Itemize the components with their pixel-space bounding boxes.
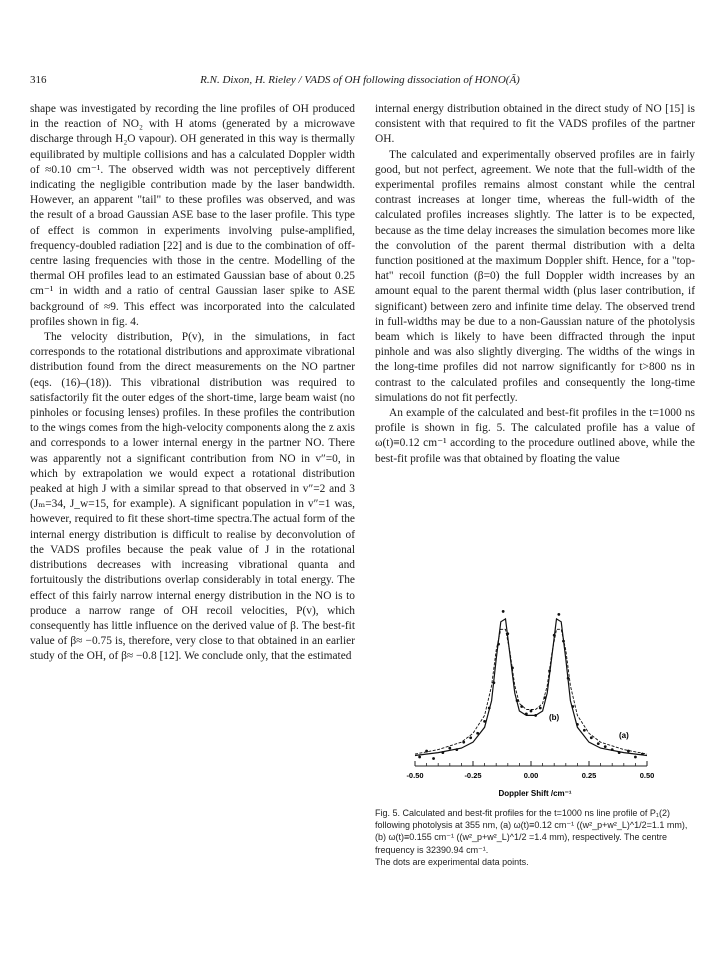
data-point — [544, 696, 547, 699]
data-point — [553, 634, 556, 637]
data-point — [567, 677, 570, 680]
data-point — [425, 750, 428, 753]
x-tick-label: 0.50 — [639, 771, 655, 780]
x-tick-label: 0.00 — [523, 771, 539, 780]
data-point — [448, 747, 451, 750]
data-point — [502, 610, 505, 613]
data-point — [418, 756, 421, 759]
data-point — [492, 681, 495, 684]
data-point — [530, 710, 533, 713]
figure-5 — [375, 582, 695, 802]
curve-label-a: (a) — [619, 731, 629, 740]
data-point — [483, 720, 486, 723]
data-point — [488, 707, 491, 710]
data-point — [462, 741, 465, 744]
data-point — [590, 736, 593, 739]
data-point — [525, 713, 528, 716]
series-line-b — [415, 629, 647, 754]
curve-label-b: (b) — [549, 713, 560, 722]
figure-caption — [375, 807, 695, 868]
data-point — [539, 707, 542, 710]
data-point — [618, 751, 621, 754]
data-point — [562, 640, 565, 643]
data-point — [476, 732, 479, 735]
data-point — [497, 643, 500, 646]
data-point — [506, 632, 509, 635]
data-point — [571, 705, 574, 708]
right-paragraph-3: An example of the calculated and best-fit profiles in the t=1000 ns profile is shown in fig. 5. The calculated profile has a value of ω(t)≡0.12 cm⁻¹ according to the procedure outlined above, while the best-fit profile was that obtained by floating the value — [375, 407, 695, 465]
figure-5-chart — [375, 582, 695, 802]
caption-text: Fig. 5. Calculated and best-fit profiles for the t=1000 ns line profile of P₁(2) following photolysis at 355 nm, (a) ω(t)≡0.12 cm⁻¹ ((w²_p+w²_L)^1/2=1.1 mm), (b) ω(t)≡0.155 cm⁻¹ ((w²_p+w²_L)^1/2 =1.4 mm), respectively. The centre frequency is 32390.94 cm⁻¹. — [375, 808, 688, 855]
right-paragraph-1: internal energy distribution obtained in the direct study of NO [15] is consistent with that required to fit the VADS profiles of the partner OH. — [375, 103, 695, 146]
data-point — [583, 729, 586, 732]
right-paragraph-2: The calculated and experimentally observed profiles are in fairly good, but not perfect, agreement. We note that the full-width of the experimental profiles remains almost constant while the central contrast increases at longer time, whereas the full-width of the calculated profiles increases slightly. The latter is to be expected, because as the time delay increases the simulation becomes more like the convolution of the parent thermal distribution with a delta function positioned at the maximum Doppler shift. Hence, for a "top-hat" recoil function (β=0) the full Doppler width increases by an amount equal to the parent thermal width (plus laser contribution, if significant) between zero and infinite time delay. The observed trend in full-widths may be due to a non-Gaussian nature of the photolysis beam which is likely to have been diffracted through the input pinhole and was also slightly diverging. The widths of the wings in the long-time profiles did not narrow significantly for t>800 ns in contrast to the calculated profiles and consequently the long-time simulations do not fit perfectly. — [375, 148, 695, 404]
right-column — [375, 102, 695, 467]
page-number: 316 — [30, 74, 47, 86]
data-point — [432, 757, 435, 760]
data-point — [511, 666, 514, 669]
data-point — [557, 613, 560, 616]
x-tick-label: -0.50 — [406, 771, 424, 780]
running-title: R.N. Dixon, H. Rieley / VADS of OH following dissociation of HONO(Ã) — [200, 74, 520, 86]
x-tick-label: 0.25 — [581, 771, 597, 780]
x-axis-title: Doppler Shift /cm⁻¹ — [498, 789, 572, 798]
data-point — [611, 748, 614, 751]
data-point — [469, 736, 472, 739]
data-point — [455, 748, 458, 751]
data-point — [597, 742, 600, 745]
page-header — [30, 74, 690, 90]
data-point — [534, 714, 537, 717]
data-point — [634, 756, 637, 759]
left-paragraph-1: shape was investigated by recording the line profiles of OH produced in the reaction of NO₂ with H atoms (generated by a microwave discharge through H₂O vapour). OH generated in this way is thermally equilibrated by multiple collisions and has a calculated Doppler width of ≈0.10 cm⁻¹. The observed width was not perceptively different indicating the negligible contribution made by the laser bandwidth. However, an apparent "tail" to these profiles was observed, and was the result of a broad Gaussian ASE base to the laser profile. This type of effect is common in experiments involving pulse-amplified, frequency-doubled radiation [22] and is due to the combination of off-centre lasing frequencies with those in the centre. Modelling of the thermal OH profiles lead to an estimated Gaussian base of about 0.25 cm⁻¹ in width and a ratio of central Gaussian laser spike to ASE background of ≈9. This effect was incorporated into the calculated profiles shown in fig. 4. — [30, 103, 355, 328]
data-point — [520, 705, 523, 708]
data-point — [604, 745, 607, 748]
caption-text-2: The dots are experimental data points. — [375, 856, 529, 867]
data-point — [576, 723, 579, 726]
data-point — [441, 751, 444, 754]
data-point — [516, 699, 519, 702]
series-line-a — [415, 619, 647, 756]
x-tick-label: -0.25 — [464, 771, 482, 780]
data-point — [627, 750, 630, 753]
left-column — [30, 102, 355, 665]
data-point — [548, 669, 551, 672]
data-point — [641, 753, 644, 756]
left-paragraph-2: The velocity distribution, P(v), in the simulations, in fact corresponds to the rotational distributions and approximate vibrational distribution found from the direct measurements on the NO partner (eqs. (16)–(18)). This vibrational distribution was required to satisfactorily fit the outer edges of the short-time, large beam waist (no pinholes or focusing lenses) profiles. In these profiles the contribution to the wings comes from the high-velocity components along the z axis and corresponds to a lower internal energy in the partner NO. There was apparently not a significant contribution from NO in v″=0, in which by extrapolation we would expect a rotational distribution peaked at high J with a similar spread to that observed in v″=2 and 3 (Jₘ=34, J_w=15, for example). A significant population in v″=1 was, however, required to fit these short-time spectra.The actual form of the internal energy distribution is difficult to realise by deconvolution of the VADS profiles because the peak value of J in the rotational distributions decreases with increasing vibrational quanta and fortuitously the distributions overlap considerably in total energy. The effect of this fairly narrow internal energy distribution in the NO is to produce a narrow range of OH recoil velocities, P(v), which consequently has little influence on the derived value of β. The best-fit value of β≈ −0.75 is, therefore, very close to that obtained in an earlier study of the OH, of β≈ −0.8 [12]. We conclude only, that the estimated — [30, 331, 355, 663]
